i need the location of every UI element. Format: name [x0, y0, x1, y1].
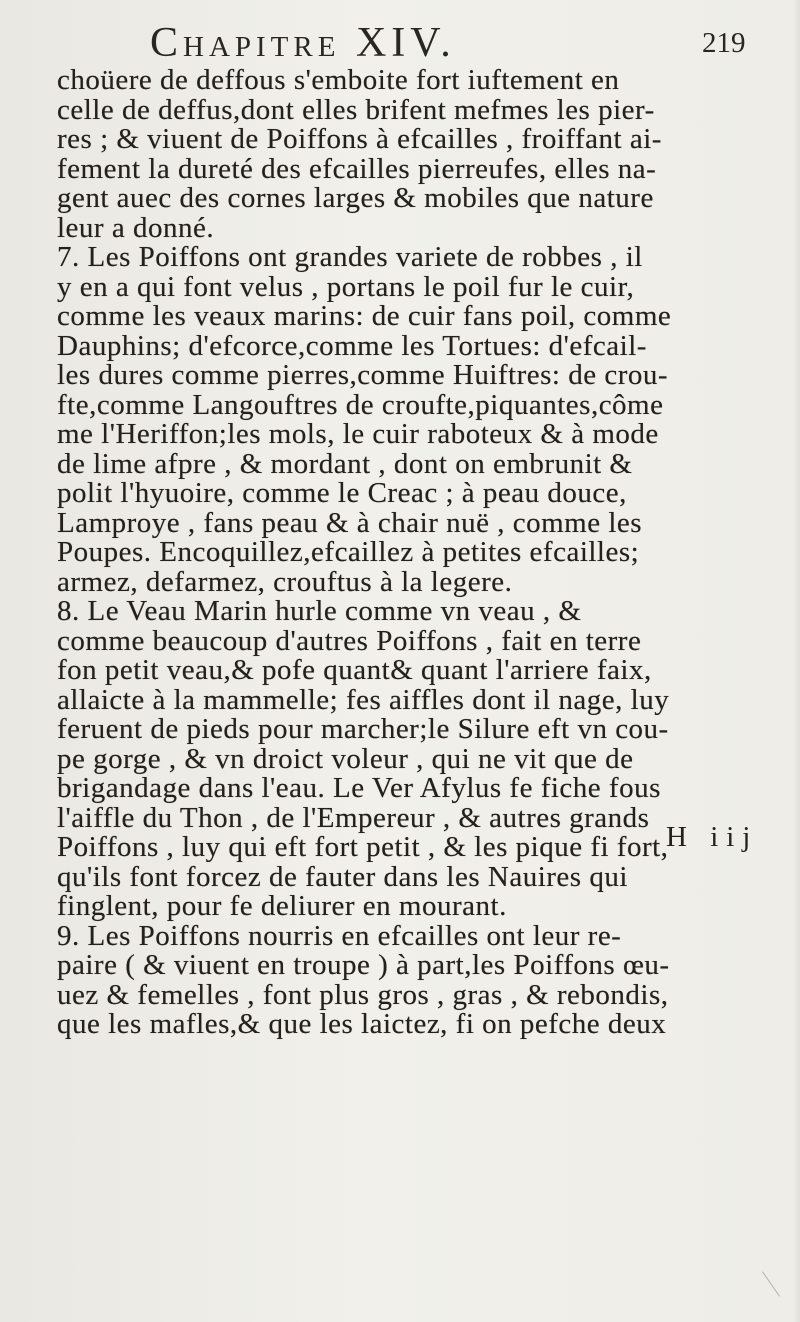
text-line: qu'ils font forcez de fauter dans les Nauires qui [57, 860, 628, 893]
body-text [57, 66, 792, 1040]
text-line: armez, defarmez, crouftus à la legere. [57, 565, 513, 598]
text-line: polit l'hyuoire, comme le Creac ; à peau douce, [57, 477, 627, 509]
page-number: 219 [702, 27, 746, 59]
text-line: uez & femelles , font plus gros , gras , & rebondis, [57, 978, 669, 1011]
text-line: comme les veaux marins: de cuir fans poil, comme [57, 300, 672, 332]
text-line: finglent, pour fe deliurer en mourant. [57, 890, 507, 922]
text-line: comme beaucoup d'autres Poiffons , fait en terre [57, 624, 642, 657]
margin-stroke [762, 1259, 798, 1297]
text-line: Lamproye , fans peau & à chair nuë , comme les [57, 506, 643, 539]
page-edge-shadow [794, 0, 800, 1322]
text-line: 9. Les Poiffons nourris en efcailles ont leur re- [57, 919, 622, 952]
text-line: paire ( & viuent en troupe ) à part,les Poiffons œu- [57, 949, 670, 981]
signature-mark: H iij [666, 821, 759, 853]
text-line: 7. Les Poiffons ont grandes variete de robbes , il [57, 241, 643, 273]
text-line: fte,comme Langouftres de croufte,piquantes,côme [57, 388, 664, 421]
text-line: Dauphins; d'efcorce,comme les Tortues: d'efcail- [57, 329, 647, 362]
text-line: leur a donné. [57, 211, 215, 244]
text-line: les dures comme pierres,comme Huiftres: de crou- [57, 359, 669, 391]
text-line: allaicte à la mammelle; fes aiffles dont il nage, luy [57, 683, 670, 716]
text-line: 8. Le Veau Marin hurle comme vn veau , & [57, 595, 582, 627]
text-line: celle de deffus,dont elles brifent mefmes les pier- [57, 93, 655, 126]
text-line: choüere de deffous s'emboite fort iuftement en [57, 64, 620, 96]
text-line: fement la dureté des efcailles pierreufes, elles na- [57, 152, 657, 185]
text-line: res ; & viuent de Poiffons à efcailles , froiffant ai- [57, 123, 662, 155]
running-head: Chapitre XIV. [150, 20, 456, 66]
text-line: y en a qui font velus , portans le poil fur le cuir, [57, 270, 635, 303]
text-line: Poupes. Encoquillez,efcaillez à petites efcailles; [57, 536, 640, 568]
text-line: fon petit veau,& pofe quant& quant l'arriere faix, [57, 654, 652, 686]
text-line: que les mafles,& que les laictez, fi on pefche deux [57, 1008, 667, 1040]
text-line: gent auec des cornes larges & mobiles que nature [57, 182, 654, 214]
text-line: Poiffons , luy qui eft fort petit , & les pique fi fort, [57, 831, 669, 863]
text-line: feruent de pieds pour marcher;le Silure eft vn cou- [57, 713, 669, 745]
text-line: de lime afpre , & mordant , dont on embrunit & [57, 447, 633, 480]
text-line: l'aiffle du Thon , de l'Empereur , & autres grands [57, 801, 650, 834]
text-line: me l'Heriffon;les mols, le cuir raboteux & à mode [57, 418, 659, 450]
text-line: pe gorge , & vn droict voleur , qui ne vit que de [57, 742, 634, 775]
page-header [0, 18, 800, 68]
text-line: brigandage dans l'eau. Le Ver Afylus fe fiche fous [57, 772, 661, 804]
